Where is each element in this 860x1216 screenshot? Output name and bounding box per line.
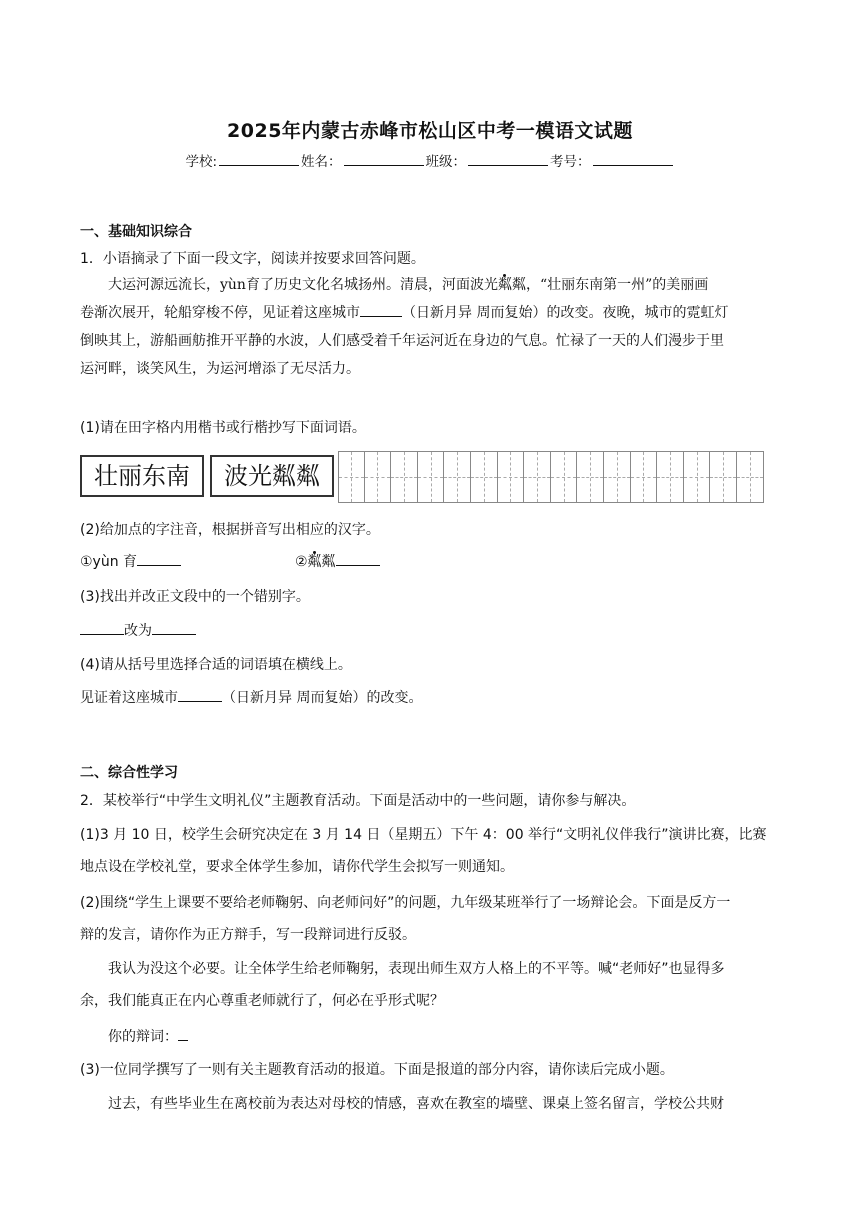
item-1-blank[interactable] [137,551,181,566]
passage [80,271,780,383]
grid-cell[interactable] [710,451,737,503]
question-2-intro: 2．某校举行“中学生文明礼仪”主题教育活动。下面是活动中的一些问题，请你参与解决。 [80,793,636,809]
grid-cell[interactable] [737,451,764,503]
answer-label: 你的辩词： [108,1029,178,1045]
wrong-char-blank[interactable] [80,620,124,635]
report-line-1 [80,1090,780,1118]
copy-word-2: 波光粼粼 [210,455,334,497]
dotted-char: 粼 [497,277,512,293]
sub-question-2: (2)给加点的字注音，根据拼音写出相应的汉字。 [80,522,380,538]
grid-cell[interactable] [444,451,471,503]
class-label: 班级： [425,154,467,170]
school-label: 学校: [185,154,218,170]
grid-cell[interactable] [684,451,711,503]
question-1-intro: 1．小语摘录了下面一段文字，阅读并按要求回答问题。 [80,251,425,267]
answer-line [80,1026,780,1046]
exam-no-blank[interactable] [593,153,673,166]
grid-cell[interactable] [471,451,498,503]
quote-line-1 [80,958,780,978]
grid-cell[interactable] [657,451,684,503]
fill-blank[interactable] [360,302,402,317]
report-text-1: 过去，有些毕业生在离校前为表达对母校的情感，喜欢在教室的墙壁、课桌上签名留言，学校公共财 [108,1096,724,1112]
copybook-grid [80,451,768,503]
passage-line-4: 运河畔，谈笑风生，为运河增添了无尽活力。 [80,361,360,377]
quote-text-1: 我认为没这个必要。让全体学生给老师鞠躬，表现出师生双方人格上的不平等。喊“老师好”也显得多 [108,961,725,977]
sub-question-4-line [80,687,780,707]
passage-line-1b: 粼，“壮丽东南第一州”的美丽画 [511,277,709,293]
sub4-blank[interactable] [178,687,222,702]
name-label: 姓名： [301,154,342,170]
answer-blank[interactable] [178,1026,188,1041]
exam-no-label: 考号： [550,154,591,170]
quote-line-2: 余，我们能真正在内心尊重老师就行了，何必在乎形式呢？ [80,993,444,1009]
passage-line-3: 倒映其上，游船画舫推开平静的水波，人们感受着千年运河近在身边的气息。忙禄了一天的人们漫步于里 [80,333,724,349]
sub-question-3: (3)找出并改正文段中的一个错别字。 [80,589,310,605]
class-blank[interactable] [468,153,548,166]
sub4-text-a: 见证着这座城市 [80,690,178,706]
grid-cell[interactable] [577,451,604,503]
grid-cell[interactable] [551,451,578,503]
writing-grid[interactable] [338,451,764,503]
school-blank[interactable] [219,153,299,166]
sub4-text-b: （日新月异 周而复始）的改变。 [222,690,423,706]
grid-cell[interactable] [365,451,392,503]
item-2-blank[interactable] [336,551,380,566]
correct-char-blank[interactable] [152,620,196,635]
grid-cell[interactable] [338,451,365,503]
page-title: 2025年内蒙古赤峰市松山区中考一模语文试题 [227,120,633,142]
section-heading-1: 一、基础知识综合 [80,224,192,240]
grid-cell[interactable] [604,451,631,503]
grid-cell[interactable] [631,451,658,503]
sub-question-1: (1)请在田字格内用楷书或行楷抄写下面词语。 [80,420,366,436]
q2-sub-2-line-1: (2)围绕“学生上课要不要给老师鞠躬、向老师问好”的问题，九年级某班举行了一场辩论会。下面是反方一 [80,895,731,911]
copy-word-1: 壮丽东南 [80,455,204,497]
sub-question-4: (4)请从括号里选择合适的词语填在横线上。 [80,657,352,673]
q2-sub-2-line-2: 辩的发言，请你作为正方辩手，写一段辩词进行反驳。 [80,927,416,943]
section-heading-2: 二、综合性学习 [80,765,178,781]
q2-sub-3: (3)一位同学撰写了一则有关主题教育活动的报道。下面是报道的部分内容，请你读后完成小题。 [80,1062,674,1078]
change-to-label: 改为 [124,623,152,639]
item-2-dotted-char: 粼 [307,554,322,570]
sub-question-3-answer [80,620,780,640]
sub-question-2-items [80,551,780,571]
item-1-label: ①yùn 育 [80,554,138,570]
grid-cell[interactable] [524,451,551,503]
passage-line-2a: 卷渐次展开，轮船穿梭不停，见证着这座城市 [80,305,360,321]
student-info-row [0,150,860,170]
item-2-label-b: 粼 [321,554,336,570]
grid-cell[interactable] [418,451,445,503]
q2-sub-1-line-1: (1)3 月 10 日，校学生会研究决定在 3 月 14 日（星期五）下午 4：00 举行“文明礼仪伴我行”演讲比赛，比赛 [80,827,767,843]
grid-cell[interactable] [391,451,418,503]
item-2-label-a: ② [294,554,308,570]
name-blank[interactable] [344,153,424,166]
q2-sub-1-line-2: 地点设在学校礼堂，要求全体学生参加，请你代学生会拟写一则通知。 [80,859,514,875]
passage-line-1: 大运河源远流长，yùn育了历史文化名城扬州。清晨，河面波光 [108,277,498,293]
passage-line-2b: （日新月异 周而复始）的改变。夜晚，城市的霓虹灯 [402,305,729,321]
grid-cell[interactable] [498,451,525,503]
